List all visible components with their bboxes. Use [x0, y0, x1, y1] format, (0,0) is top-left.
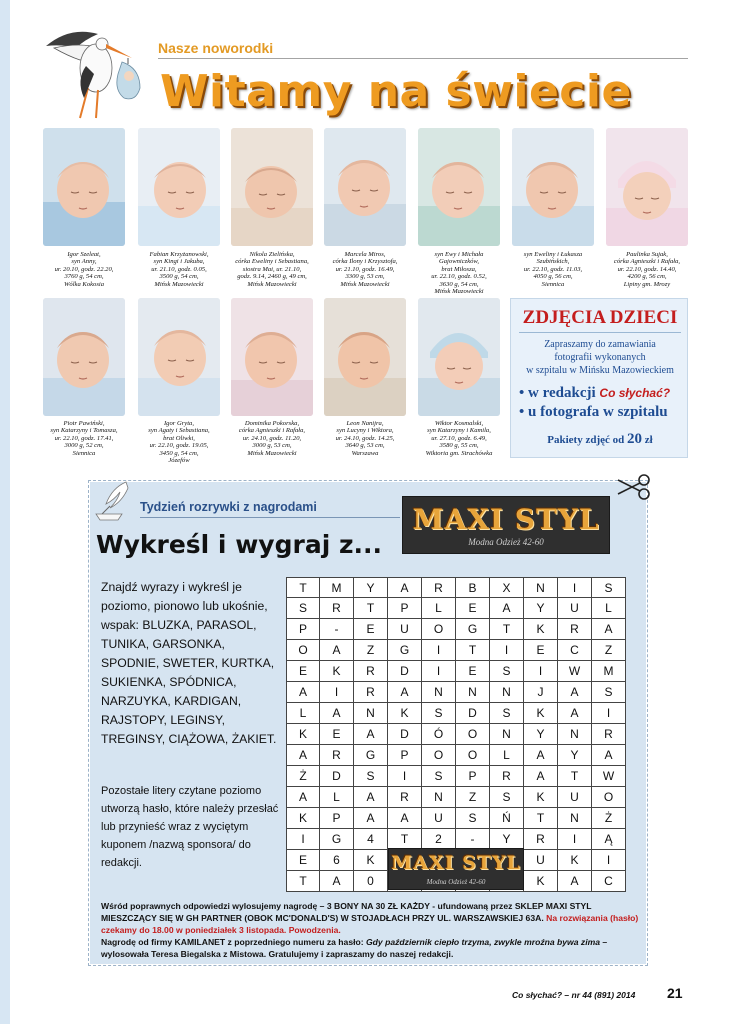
grid-row: [286, 703, 626, 724]
baby-photo: [324, 298, 406, 416]
grid-row: [286, 724, 626, 745]
grid-cell[interactable]: M: [592, 661, 626, 682]
baby-caption: Leon Nanijra, syn Lucyny i Wiktora, ur. 24.10, godz. 14.25, 3640 g, 53 cm, Warszawa: [335, 420, 395, 457]
grid-cell[interactable]: G: [456, 619, 490, 640]
baby-photo: [138, 128, 220, 246]
grid-cell[interactable]: -: [320, 619, 354, 640]
grid-cell[interactable]: S: [456, 808, 490, 829]
grid-cell[interactable]: Ą: [592, 829, 626, 850]
grid-cell[interactable]: D: [320, 766, 354, 787]
grid-cell[interactable]: A: [354, 724, 388, 745]
baby-photo: [231, 128, 313, 246]
baby-caption: Paulinka Sujak, córka Agnieszki i Rafała, ur. 22.10, godz. 14.40, 4200 g, 56 cm, Lipiny gm. Mrozy: [613, 251, 681, 288]
grid-cell[interactable]: A: [388, 808, 422, 829]
grid-cell[interactable]: S: [592, 682, 626, 703]
grid-cell[interactable]: I: [558, 577, 592, 598]
page-edge-strip: [0, 0, 10, 1024]
grid-cell[interactable]: Y: [558, 745, 592, 766]
grid-cell[interactable]: A: [558, 871, 592, 892]
ad-text-line: Zapraszamy do zamawiania: [544, 339, 656, 350]
grid-cell[interactable]: G: [354, 745, 388, 766]
grid-cell[interactable]: K: [524, 787, 558, 808]
ad-bullet-fotograf: • u fotografa w szpitalu: [519, 404, 668, 420]
grid-cell[interactable]: K: [524, 703, 558, 724]
grid-cell[interactable]: O: [592, 787, 626, 808]
grid-cell[interactable]: T: [524, 808, 558, 829]
grid-cell[interactable]: Y: [524, 598, 558, 619]
grid-cell[interactable]: U: [558, 787, 592, 808]
grid-cell[interactable]: B: [456, 577, 490, 598]
grid-cell[interactable]: K: [320, 661, 354, 682]
grid-cell[interactable]: U: [524, 850, 558, 871]
grid-cell[interactable]: P: [388, 598, 422, 619]
grid-cell[interactable]: I: [558, 829, 592, 850]
ad-text-line: fotografii wykonanych: [554, 352, 646, 363]
baby-caption: Igor Gryta, syn Agaty i Sebastiana, brat Oliwki, ur. 22.10, godz. 19.05, 3450 g, 54 cm, Józefów: [148, 420, 210, 465]
grid-cell[interactable]: N: [558, 808, 592, 829]
page-title: Witamy na świecie: [160, 66, 632, 117]
grid-row: [286, 640, 626, 661]
grid-cell[interactable]: K: [354, 850, 388, 871]
baby-caption: Fabian Krzyżanowski, syn Kingi i Jakuba, ur. 21.10, godz. 0.05, 3500 g, 54 cm, Mińsk Mazowiecki: [149, 251, 209, 288]
photo-ad-box: [510, 298, 688, 458]
grid-cell[interactable]: A: [286, 682, 320, 703]
prize-info: Wśród poprawnych odpowiedzi wylosujemy nagrodę – 3 BONY NA 30 ZŁ KAŻDY - ufundowaną przez SKLEP MAXI STYL MIESZCZĄCY SIĘ W GH PARTNER (OBOK MC'DONALD'S) W STOJADŁACH PRZY UL. WARSZAWSKIEJ 63A. Na rozwiązania (hasło) czekamy do 18.00 w poniedziałek 3 listopada. Powodzenia. Nagrodę od firmy KAMILANET z poprzedniego numeru za hasło: Gdy październik ciepło trzyma, zwykle mroźna bywa zima – wylosowała Teresa Biegalska z Mistowa. Gratulujemy i zapraszamy do naszej redakcji.: [101, 901, 639, 959]
grid-row: [286, 682, 626, 703]
grid-cell[interactable]: K: [388, 703, 422, 724]
grid-cell[interactable]: T: [286, 871, 320, 892]
grid-cell[interactable]: W: [558, 661, 592, 682]
grid-cell[interactable]: K: [558, 850, 592, 871]
issue-info: Co słychać? – nr 44 (891) 2014: [512, 990, 636, 1000]
baby-photo: [606, 128, 688, 246]
scissors-icon: [614, 474, 654, 500]
grid-cell[interactable]: S: [490, 787, 524, 808]
grid-cell[interactable]: Z: [592, 640, 626, 661]
grid-cell[interactable]: -: [456, 829, 490, 850]
grid-row: [286, 598, 626, 619]
grid-cell[interactable]: E: [456, 661, 490, 682]
grid-cell[interactable]: I: [592, 703, 626, 724]
baby-caption: Nikola Zielińska, córka Eweliny i Sebastiana, siostra Mai, ur. 21.10, godz. 9.14, 2460 g, 49 cm, Mińsk Mazowiecki: [235, 251, 309, 288]
baby-caption: Marcela Miros, córka Ilony i Krzysztofa, ur. 21.10, godz. 16.49, 3300 g, 53 cm, Mińsk Mazowiecki: [332, 251, 398, 288]
grid-cell[interactable]: S: [422, 703, 456, 724]
grid-cell[interactable]: S: [490, 661, 524, 682]
baby-photo: [43, 128, 125, 246]
grid-row: [286, 808, 626, 829]
grid-cell[interactable]: N: [524, 577, 558, 598]
grid-cell[interactable]: A: [320, 703, 354, 724]
grid-cell[interactable]: R: [422, 577, 456, 598]
ad-title: ZDJĘCIA DZIECI: [522, 307, 678, 328]
grid-cell[interactable]: M: [320, 577, 354, 598]
grid-cell[interactable]: E: [286, 850, 320, 871]
grid-cell[interactable]: Z: [354, 640, 388, 661]
baby-photo: [231, 298, 313, 416]
grid-cell[interactable]: C: [592, 871, 626, 892]
section-label-puzzle: Tydzień rozrywki z nagrodami: [140, 500, 317, 514]
grid-cell[interactable]: T: [456, 640, 490, 661]
grid-row: [286, 787, 626, 808]
grid-cell[interactable]: R: [354, 661, 388, 682]
grid-cell[interactable]: P: [388, 745, 422, 766]
grid-cell[interactable]: G: [388, 640, 422, 661]
grid-cell[interactable]: Y: [354, 577, 388, 598]
grid-cell[interactable]: Y: [490, 829, 524, 850]
grid-cell[interactable]: K: [286, 808, 320, 829]
baby-caption: Igor Szeleat, syn Anny, ur. 20.10, godz. 22.20, 3760 g, 54 cm, Wólka Kokosia: [54, 251, 114, 288]
grid-cell[interactable]: U: [558, 598, 592, 619]
grid-cell[interactable]: D: [388, 724, 422, 745]
grid-cell[interactable]: I: [490, 640, 524, 661]
grid-cell[interactable]: Z: [456, 787, 490, 808]
grid-cell[interactable]: A: [524, 745, 558, 766]
grid-cell[interactable]: A: [490, 598, 524, 619]
grid-cell[interactable]: N: [354, 703, 388, 724]
grid-cell[interactable]: K: [524, 619, 558, 640]
ad-bullet-brand: Co słychać?: [599, 386, 671, 400]
grid-cell[interactable]: S: [592, 577, 626, 598]
grid-cell[interactable]: A: [354, 787, 388, 808]
grid-cell[interactable]: S: [286, 598, 320, 619]
grid-cell[interactable]: N: [558, 724, 592, 745]
grid-cell[interactable]: I: [388, 766, 422, 787]
grid-cell[interactable]: D: [456, 703, 490, 724]
grid-cell[interactable]: O: [422, 619, 456, 640]
feather-pen-icon: [92, 478, 138, 524]
puzzle-title: Wykreśl i wygraj z...: [96, 530, 383, 559]
grid-cell[interactable]: E: [456, 598, 490, 619]
grid-cell[interactable]: Y: [524, 724, 558, 745]
grid-cell[interactable]: A: [320, 640, 354, 661]
grid-cell[interactable]: I: [422, 661, 456, 682]
grid-cell[interactable]: A: [558, 682, 592, 703]
baby-caption: syn Ewy i Michała Gajowniczków, brat Miłosza, ur. 22.10, godz. 0.52, 3630 g, 54 cm, Mińsk Mazowiecki: [431, 251, 487, 296]
stork-icon: [40, 18, 160, 123]
grid-cell[interactable]: 2: [422, 829, 456, 850]
grid-cell[interactable]: Ń: [490, 808, 524, 829]
baby-caption: Dominika Pokorska, córka Agnieszki i Rafała, ur. 24.10, godz. 11.20, 3000 g, 53 cm, Mińsk Mazowiecki: [238, 420, 306, 457]
grid-cell[interactable]: O: [456, 724, 490, 745]
grid-cell[interactable]: Ó: [422, 724, 456, 745]
section-label: Nasze noworodki: [158, 40, 274, 56]
grid-cell[interactable]: G: [320, 829, 354, 850]
baby-caption: Piotr Pawiński, syn Katarzyny i Tomasza, ur. 22.10, godz. 17.41, 3000 g, 52 cm, Siennica: [50, 420, 118, 457]
baby-photo: [324, 128, 406, 246]
grid-cell[interactable]: T: [490, 619, 524, 640]
grid-cell[interactable]: A: [286, 787, 320, 808]
grid-cell[interactable]: E: [354, 619, 388, 640]
baby-photo: [512, 128, 594, 246]
grid-cell[interactable]: A: [286, 745, 320, 766]
grid-cell[interactable]: L: [320, 787, 354, 808]
grid-cell[interactable]: 6: [320, 850, 354, 871]
grid-cell[interactable]: S: [490, 703, 524, 724]
grid-cell[interactable]: I: [524, 661, 558, 682]
sponsor-logo-small: MAXI STYL Modna Odzież 42-60: [388, 848, 524, 890]
grid-row: [286, 766, 626, 787]
grid-row: [286, 829, 626, 850]
grid-cell[interactable]: U: [388, 619, 422, 640]
grid-row: [286, 577, 626, 598]
grid-cell[interactable]: I: [320, 682, 354, 703]
grid-cell[interactable]: N: [456, 682, 490, 703]
grid-cell[interactable]: O: [286, 640, 320, 661]
ad-packages-price: Pakiety zdjęć od 20 zł: [547, 431, 653, 447]
grid-cell[interactable]: E: [286, 661, 320, 682]
grid-cell[interactable]: Ż: [286, 766, 320, 787]
grid-cell[interactable]: C: [558, 640, 592, 661]
sponsor-logo: MAXI STYL Modna Odzież 42-60: [402, 496, 610, 554]
grid-cell[interactable]: N: [490, 724, 524, 745]
grid-cell[interactable]: N: [490, 682, 524, 703]
puzzle-note: Pozostałe litery czytane poziomo utworzą hasło, które należy przesłać lub przynieść wraz z wyciętym kuponem /nazwą sponsora/ do redakcji.: [101, 785, 279, 869]
grid-cell[interactable]: A: [354, 808, 388, 829]
grid-cell[interactable]: A: [592, 619, 626, 640]
grid-cell[interactable]: R: [558, 619, 592, 640]
grid-cell[interactable]: A: [388, 682, 422, 703]
grid-cell[interactable]: A: [388, 577, 422, 598]
grid-cell[interactable]: P: [286, 619, 320, 640]
baby-photo: [138, 298, 220, 416]
grid-cell[interactable]: I: [286, 829, 320, 850]
grid-cell[interactable]: R: [524, 829, 558, 850]
baby-caption: Wiktor Kosmalski, syn Katarzyny i Kamila, ur. 27.10, godz. 6.49, 3580 g, 55 cm, Wiktoria gm. Strachówka: [425, 420, 493, 457]
grid-cell[interactable]: T: [388, 829, 422, 850]
grid-cell[interactable]: L: [286, 703, 320, 724]
grid-cell[interactable]: S: [354, 766, 388, 787]
grid-cell[interactable]: 0: [354, 871, 388, 892]
grid-cell[interactable]: N: [422, 682, 456, 703]
grid-cell[interactable]: A: [524, 766, 558, 787]
grid-cell[interactable]: A: [320, 871, 354, 892]
grid-cell[interactable]: K: [524, 871, 558, 892]
grid-cell[interactable]: I: [592, 850, 626, 871]
grid-cell[interactable]: T: [558, 766, 592, 787]
ad-divider: [519, 332, 681, 333]
grid-cell[interactable]: X: [490, 577, 524, 598]
grid-cell[interactable]: T: [354, 598, 388, 619]
baby-photo: [43, 298, 125, 416]
grid-cell[interactable]: L: [422, 598, 456, 619]
grid-cell[interactable]: Ż: [592, 808, 626, 829]
grid-cell[interactable]: E: [524, 640, 558, 661]
section-divider-puzzle: [140, 517, 400, 518]
grid-cell[interactable]: 4: [354, 829, 388, 850]
grid-cell[interactable]: J: [524, 682, 558, 703]
grid-cell[interactable]: D: [388, 661, 422, 682]
grid-cell[interactable]: U: [422, 808, 456, 829]
section-divider: [158, 58, 688, 59]
word-search-grid[interactable]: [286, 577, 626, 892]
grid-row: [286, 619, 626, 640]
grid-cell[interactable]: R: [388, 787, 422, 808]
grid-cell[interactable]: P: [320, 808, 354, 829]
grid-cell[interactable]: I: [422, 640, 456, 661]
baby-caption: syn Eweliny i Łukasza Szubińskich, ur. 22.10, godz. 11.03, 4050 g, 56 cm, Siennica: [523, 251, 583, 288]
baby-photo: [418, 298, 500, 416]
grid-cell[interactable]: W: [592, 766, 626, 787]
ad-text-line: w szpitalu w Mińsku Mazowieckiem: [526, 365, 674, 376]
grid-cell[interactable]: R: [354, 682, 388, 703]
grid-cell[interactable]: S: [422, 766, 456, 787]
grid-cell[interactable]: E: [320, 724, 354, 745]
grid-cell[interactable]: N: [422, 787, 456, 808]
grid-cell[interactable]: K: [286, 724, 320, 745]
grid-row: [286, 661, 626, 682]
grid-cell[interactable]: L: [592, 598, 626, 619]
page-number: 21: [667, 985, 683, 1001]
grid-cell[interactable]: A: [592, 745, 626, 766]
grid-cell[interactable]: A: [558, 703, 592, 724]
puzzle-instructions: Znajdź wyrazy i wykreśl je poziomo, pionowo lub ukośnie, wspak: BLUZKA, PARASOL, TUNIKA, GARSONKA, SPODNIE, SWETER, KURTKA, SUKIENKA, SPÓDNICA, NARZUYKA, KARDIGAN, RAJSTOPY, LEGINSY, TREGINSY, CIĄŻOWA, ŻAKIET.: [101, 580, 277, 746]
grid-cell[interactable]: T: [286, 577, 320, 598]
grid-cell[interactable]: O: [456, 745, 490, 766]
grid-cell[interactable]: R: [592, 724, 626, 745]
ad-bullet-redakcja: • w redakcji Co słychać?: [519, 385, 671, 401]
grid-cell[interactable]: R: [320, 598, 354, 619]
grid-cell[interactable]: R: [320, 745, 354, 766]
grid-cell[interactable]: L: [490, 745, 524, 766]
grid-cell[interactable]: O: [422, 745, 456, 766]
grid-row: [286, 745, 626, 766]
grid-cell[interactable]: R: [490, 766, 524, 787]
grid-cell[interactable]: P: [456, 766, 490, 787]
baby-photo: [418, 128, 500, 246]
